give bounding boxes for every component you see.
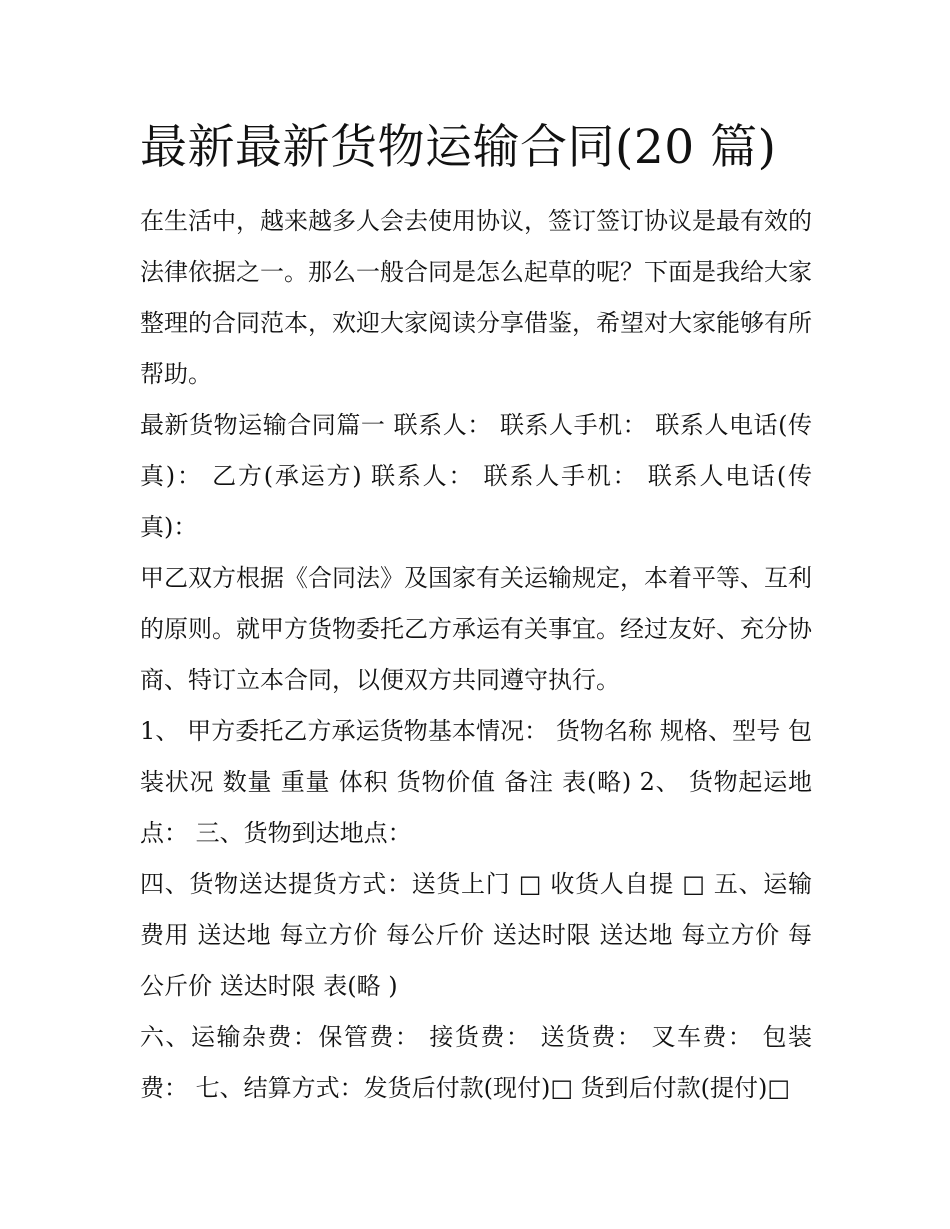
principles-paragraph: 甲乙双方根据《合同法》及国家有关运输规定，本着平等、互利的原则。就甲方货物委托乙方承运有关事宜。经过友好、充分协商、特订立本合同，以便双方共同遵守执行。 [140,564,812,694]
document-title: 最新最新货物运输合同(20 篇) [140,120,777,175]
contacts-paragraph: 最新货物运输合同篇一 联系人： 联系人手机： 联系人电话(传真)： 乙方(承运方) 联系人： 联系人手机： 联系人电话(传真)： [140,411,812,541]
goods-info-paragraph: 1、 甲方委托乙方承运货物基本情况： 货物名称 规格、型号 包装状况 数量 重量 体积 货物价值 备注 表(略) 2、 货物起运地点： 三、货物到达地点： [140,717,812,847]
fees-settlement-paragraph: 六、运输杂费：保管费： 接货费： 送货费： 叉车费： 包装费： 七、结算方式：发货后付款(现付)□ 货到后付款(提付)□ [140,1023,812,1102]
document-body [140,196,812,1114]
delivery-method-paragraph: 四、货物送达提货方式：送货上门 □ 收货人自提 □ 五、运输费用 送达地 每立方价 每公斤价 送达时限 送达地 每立方价 每公斤价 送达时限 表(略 ) [140,870,812,1000]
intro-paragraph: 在生活中，越来越多人会去使用协议，签订签订协议是最有效的法律依据之一。那么一般合同是怎么起草的呢？下面是我给大家整理的合同范本，欢迎大家阅读分享借鉴，希望对大家能够有所帮助。 [140,207,812,388]
